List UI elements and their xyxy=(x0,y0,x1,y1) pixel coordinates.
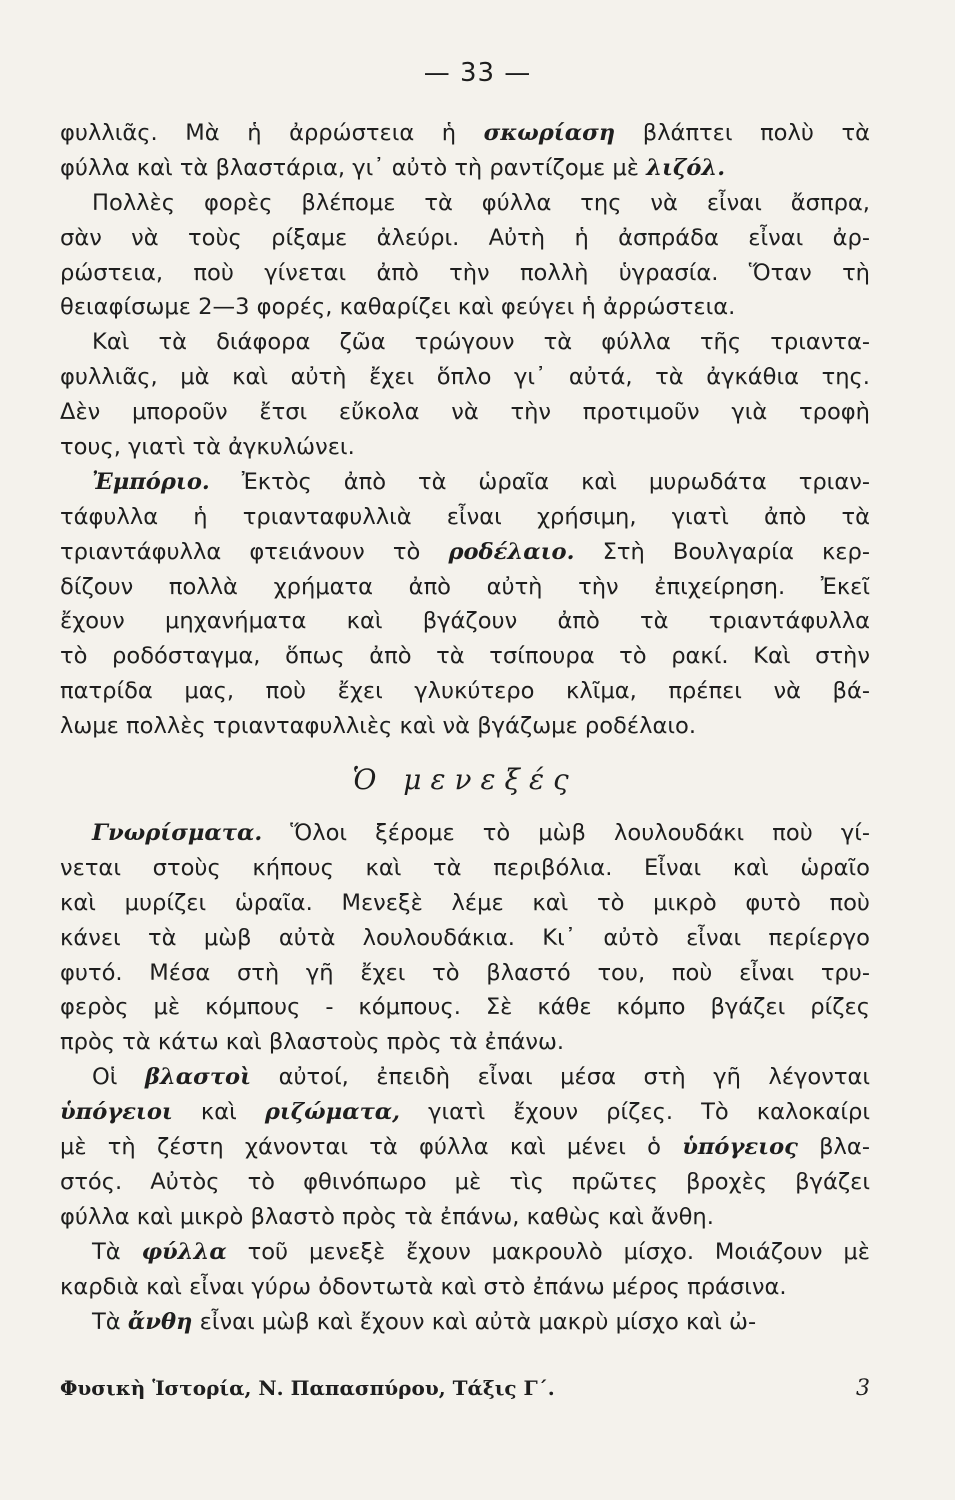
emphasized-term: φύλλα xyxy=(141,1238,227,1265)
text-run: εἶναι μὼβ καὶ ἔχουν καὶ αὐτὰ μακρὺ μίσχο καὶ ὠ- xyxy=(192,1308,757,1335)
text-run: Τὰ xyxy=(92,1308,128,1335)
footer-book-title: Φυσικὴ Ἱστορία, Ν. Παπασπύρου, Τάξις Γ΄. xyxy=(60,1376,555,1400)
text-line xyxy=(60,1305,870,1340)
text-run: καὶ xyxy=(172,1099,265,1126)
text-run: γιατὶ ἔχουν ρίζες. Τὸ καλοκαίρι xyxy=(400,1099,870,1126)
text-run: τὸ ροδόσταγμα, ὅπως ἀπὸ τὰ τσίπουρα τὸ ρακί. Καὶ στὴν xyxy=(60,643,870,670)
text-line xyxy=(60,221,870,256)
text-line xyxy=(60,956,870,991)
text-line xyxy=(60,851,870,886)
text-run: φυλλιᾶς, μὰ καὶ αὐτὴ ἔχει ὅπλο γι᾽ αὐτά, τὰ ἀγκάθια της. xyxy=(60,364,870,391)
text-line xyxy=(60,1025,870,1060)
text-run: Δὲν μποροῦν ἔτσι εὔκολα νὰ τὴν προτιμοῦν γιὰ τροφὴ xyxy=(60,399,870,426)
section-roses-text xyxy=(60,116,870,744)
page-number: — 33 — xyxy=(423,58,532,88)
text-run: καρδιὰ καὶ εἶναι γύρω ὀδοντωτὰ καὶ στὸ ἐπάνω μέρος πράσινα. xyxy=(60,1273,787,1300)
text-line xyxy=(60,1165,870,1200)
text-run: λωμε πολλὲς τριανταφυλλιὲς καὶ νὰ βγάζωμε ροδέλαιο. xyxy=(60,713,697,740)
text-line xyxy=(60,1060,870,1095)
text-line xyxy=(60,1270,870,1305)
text-run: Οἱ xyxy=(92,1064,145,1091)
text-line xyxy=(60,465,870,500)
text-run: ρώστεια, ποὺ γίνεται ἀπὸ τὴν πολλὴ ὑγρασία. Ὅταν τὴ xyxy=(60,259,870,286)
text-run: μὲ τὴ ζέστη χάνονται τὰ φύλλα καὶ μένει ὁ xyxy=(60,1134,683,1161)
text-run: αὐτοί, ἐπειδὴ εἶναι μέσα στὴ γῆ λέγονται xyxy=(251,1064,870,1091)
text-run: Ἐκτὸς ἀπὸ τὰ ὡραῖα καὶ μυρωδάτα τριαν- xyxy=(209,468,870,495)
text-line xyxy=(60,570,870,605)
section-heading-violet: Ὁ μενεξές xyxy=(352,763,578,797)
text-run: τους, γιατὶ τὰ ἀγκυλώνει. xyxy=(60,434,355,461)
text-run: πατρίδα μας, ποὺ ἔχει γλυκύτερο κλῖμα, πρέπει νὰ βά- xyxy=(60,678,870,705)
text-run: ἔχουν μηχανήματα καὶ βγάζουν ἀπὸ τὰ τριαντάφυλλα xyxy=(60,608,870,635)
text-line xyxy=(60,709,870,744)
text-run: καὶ μυρίζει ὡραῖα. Μενεξὲ λέμε καὶ τὸ μικρὸ φυτὸ ποὺ xyxy=(60,889,870,916)
text-run: Ὅλοι ξέρομε τὸ μὼβ λουλουδάκι ποὺ γί- xyxy=(262,820,870,847)
text-line xyxy=(60,186,870,221)
text-run: Καὶ τὰ διάφορα ζῶα τρώγουν τὰ φύλλα τῆς τριαντα- xyxy=(92,329,870,356)
text-line xyxy=(60,816,870,851)
text-run: θειαφίσωμε 2—3 φορές, καθαρίζει καὶ φεύγει ἡ ἀρρώστεια. xyxy=(60,294,736,321)
text-line xyxy=(60,535,870,570)
text-run: κάνει τὰ μὼβ αὐτὰ λουλουδάκια. Κι᾽ αὐτὸ εἶναι περίεργο xyxy=(60,924,870,951)
text-run: τοῦ μενεξὲ ἔχουν μακρουλὸ μίσχο. Μοιάζουν μὲ xyxy=(226,1238,870,1265)
text-line xyxy=(60,500,870,535)
emphasized-term: σκωρίαση xyxy=(483,120,616,146)
text-line xyxy=(60,604,870,639)
text-run: πρὸς τὰ κάτω καὶ βλαστοὺς πρὸς τὰ ἐπάνω. xyxy=(60,1029,565,1056)
text-line xyxy=(60,921,870,956)
text-line xyxy=(60,1200,870,1235)
body-text xyxy=(60,116,870,1339)
emphasized-term: βλαστοὶ xyxy=(144,1064,252,1091)
text-line xyxy=(60,395,870,430)
text-line xyxy=(60,151,870,186)
text-line xyxy=(60,1095,870,1130)
text-run: βλάπτει πολὺ τὰ xyxy=(615,120,870,146)
text-line xyxy=(60,990,870,1025)
text-run: φερὸς μὲ κόμπους - κόμπους. Σὲ κάθε κόμπο βγάζει ρίζες xyxy=(60,994,870,1021)
text-line xyxy=(60,886,870,921)
text-run: φυτό. Μέσα στὴ γῆ ἔχει τὸ βλαστό του, ποὺ εἶναι τρυ- xyxy=(60,959,870,986)
emphasized-term: Ἐμπόριο. xyxy=(92,468,210,495)
footer-signature: 3 xyxy=(856,1376,870,1401)
emphasized-term: λιζόλ. xyxy=(646,154,726,181)
text-line xyxy=(60,674,870,709)
text-line xyxy=(60,256,870,291)
text-line xyxy=(60,116,870,151)
emphasized-term: ὑπόγειοι xyxy=(60,1099,173,1126)
emphasized-term: ὑπόγειος xyxy=(682,1134,798,1161)
text-line xyxy=(60,325,870,360)
text-line xyxy=(60,290,870,325)
text-run: φύλλα καὶ μικρὸ βλαστὸ πρὸς τὰ ἐπάνω, καθὼς καὶ ἄνθη. xyxy=(60,1203,714,1230)
text-run: Πολλὲς φορὲς βλέπομε τὰ φύλλα της νὰ εἶναι ἄσπρα, xyxy=(92,189,870,216)
text-run: δίζουν πολλὰ χρήματα ἀπὸ αὐτὴ τὴν ἐπιχείρηση. Ἐκεῖ xyxy=(60,573,870,600)
text-run: νεται στοὺς κήπους καὶ τὰ περιβόλια. Εἶναι καὶ ὡραῖο xyxy=(60,854,870,881)
text-line xyxy=(60,1130,870,1165)
text-run: τάφυλλα ἡ τριανταφυλλιὰ εἶναι χρήσιμη, γιατὶ ἀπὸ τὰ xyxy=(60,503,870,530)
emphasized-term: ριζώματα, xyxy=(264,1099,401,1126)
text-run: τριαντάφυλλα φτειάνουν τὸ xyxy=(60,538,449,565)
text-line xyxy=(60,639,870,674)
text-run: Τὰ xyxy=(92,1238,142,1265)
text-line xyxy=(60,430,870,465)
section-violet-text xyxy=(60,816,870,1339)
text-run: στός. Αὐτὸς τὸ φθινόπωρο μὲ τὶς πρῶτες βροχὲς βγάζει xyxy=(60,1168,870,1195)
emphasized-term: Γνωρίσματα. xyxy=(92,820,263,847)
emphasized-term: ἄνθη xyxy=(127,1308,193,1335)
text-run: Στὴ Βουλγαρία κερ- xyxy=(574,538,870,565)
text-line xyxy=(60,1235,870,1270)
text-run: φύλλα καὶ τὰ βλαστάρια, γι᾽ αὐτὸ τὴ ραντίζομε μὲ xyxy=(60,154,647,181)
text-run: σὰν νὰ τοὺς ρίξαμε ἀλεύρι. Αὐτὴ ἡ ἀσπράδα εἶναι ἀρ- xyxy=(60,224,870,251)
text-line xyxy=(60,360,870,395)
emphasized-term: ροδέλαιο. xyxy=(448,538,575,565)
page-footer xyxy=(60,1376,870,1400)
text-run: φυλλιᾶς. Μὰ ἡ ἀρρώστεια ἡ xyxy=(60,120,484,146)
text-run: βλα- xyxy=(797,1134,870,1161)
